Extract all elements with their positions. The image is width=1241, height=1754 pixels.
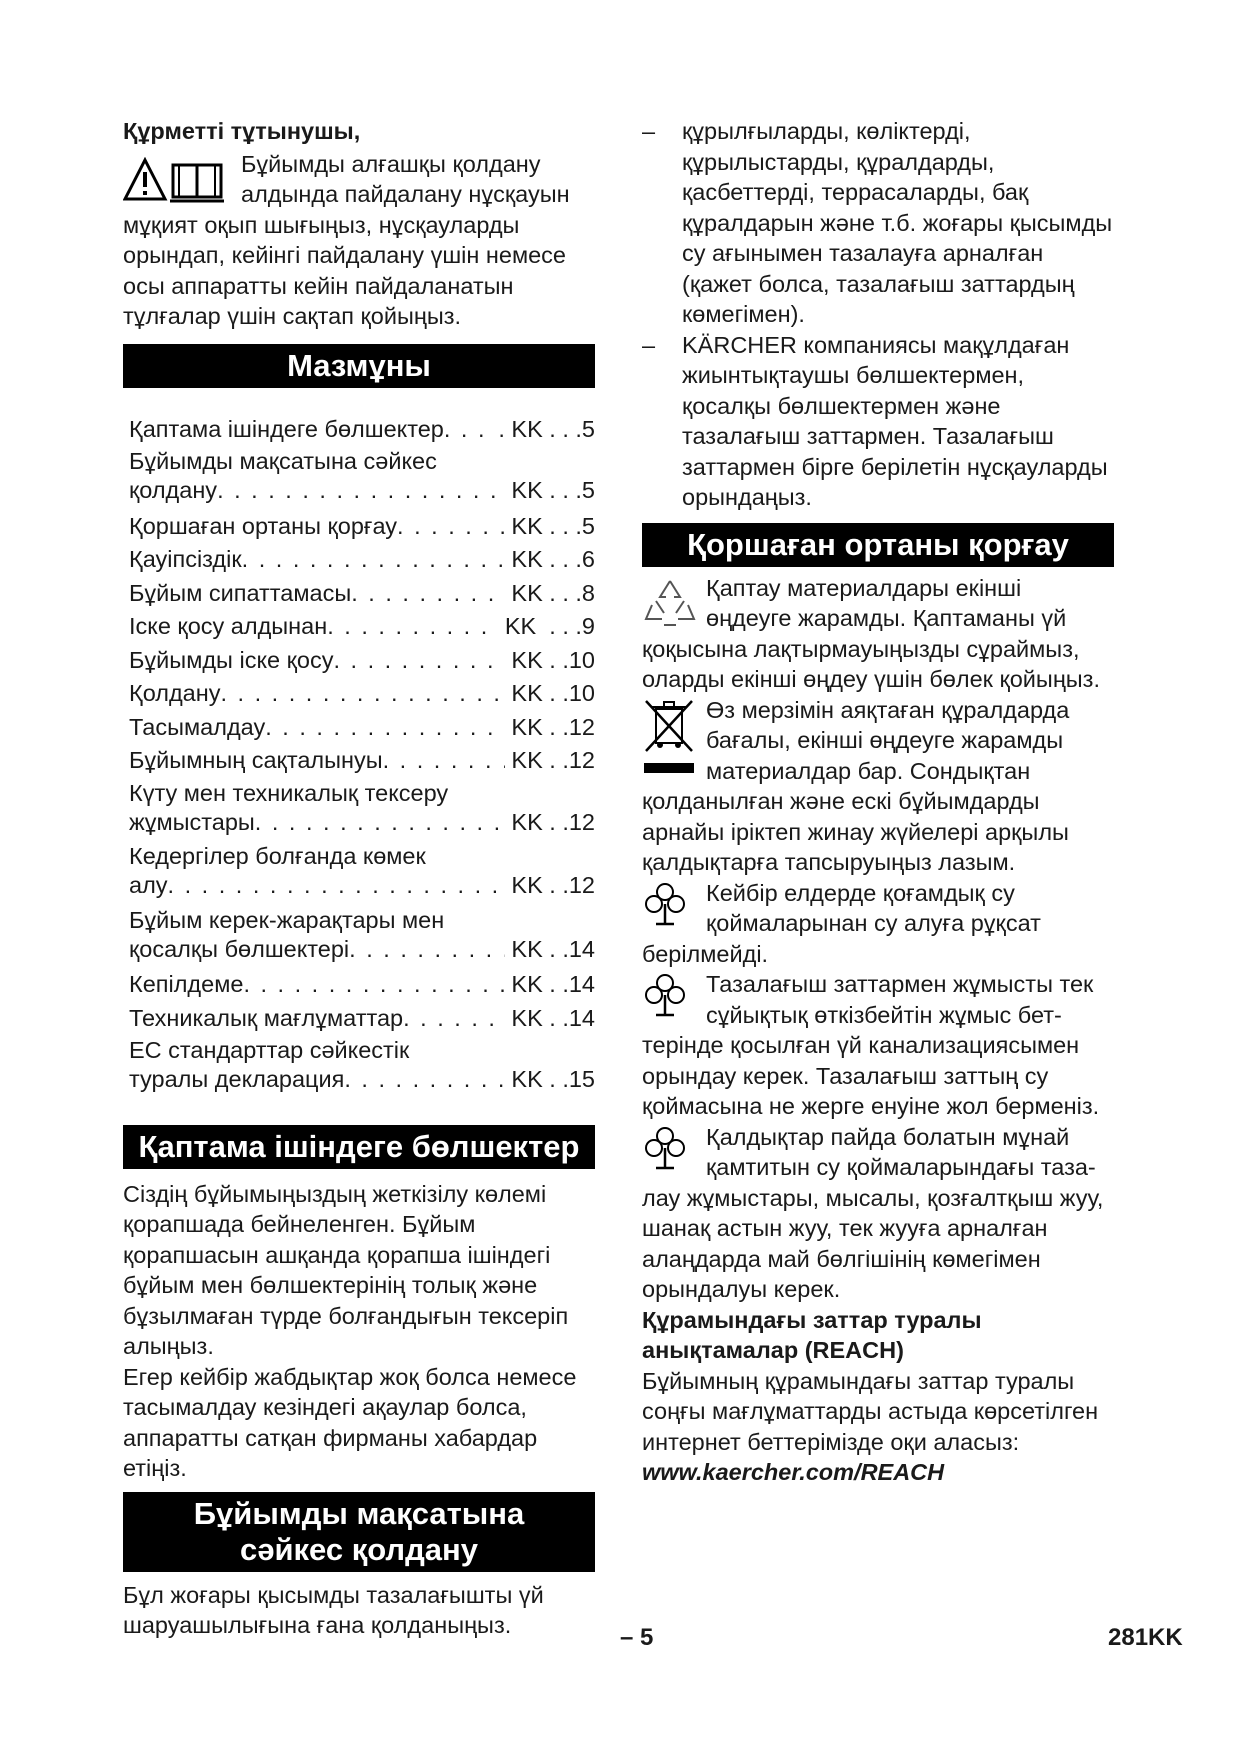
toc-leader-dots (327, 611, 498, 642)
usage-heading-line-2: сәйкес қолдану (240, 1531, 478, 1567)
recycle-line-2: өңдеуге жарамды. Қаптаманы үй (706, 605, 1067, 631)
toc-entry[interactable] (129, 645, 595, 676)
toc-leader-dots (265, 712, 505, 743)
water3-rest: лау жұмыстары, мысалы, қозғалтқыш жуу, шанақ астын жуу, тек жууға арналған алаңдарда май бөлгішінің көмегімен орындалуы керек. (642, 1184, 1104, 1302)
toc-leader-dots (403, 1003, 505, 1034)
water2-rest: терінде қосылған үй канализациясымен орындау керек. Тазалағыш заттың су қоймасына не жерге енуіне жол берменіз. (642, 1032, 1100, 1119)
toc-leader-dots (333, 645, 504, 676)
list-item-text-2: KÄRCHER компаниясы мақұлдаған жиынтықтаушы бөлшектермен, қосалқы бөлшектермен және тазалағыш заттармен. Тазалағыш заттармен бірге берілетін нұсқауларды орындаңыз. (682, 331, 1108, 510)
toc-entry[interactable] (129, 578, 595, 609)
toc-entry-page: KK . .14 (504, 1004, 595, 1031)
greeting: Құрметті тұтынушы, (123, 118, 361, 144)
toc-entry-page: . KK . . .5 (491, 415, 595, 442)
crossed-bin-icon (642, 697, 696, 791)
document-code: 281KK (1108, 1624, 1183, 1651)
toc-entry-title: Бұйымды іске қосу (129, 646, 334, 673)
weee-line-3: материалдар бар. Сондықтан (706, 757, 1031, 784)
toc-entry-title-cont: туралы декларация (129, 1066, 345, 1092)
toc-entry-page: KK . . .9 (498, 613, 595, 639)
toc-entry-page: KK . .12 (504, 872, 595, 898)
water2-line-1: Тазалағыш заттармен жұмысты тек (706, 971, 1094, 997)
water3-line-1: Қалдықтар пайда болатын мұнай (706, 1123, 1070, 1150)
toc-entry-page: KK . .12 (504, 808, 595, 835)
toc-entry-title: Бұйымның сақталынуы (129, 747, 383, 773)
left-column (123, 116, 595, 1641)
reach-heading: Құрамындағы заттар туралы анықтамалар (REACH) (642, 1306, 982, 1363)
toc-entry-title: Қолдану (129, 680, 221, 706)
page-number: – 5 (620, 1624, 654, 1651)
weee-rest: қолданылған және ескі бұйымдарды арнайы іріктеп жинау жүйелері арқылы қалдықтарға тапсыруыңыз лазым. (642, 788, 1069, 875)
package-paragraph-1: Сіздің бұйымыңыздың жеткізілу көлемі қорапшада бейнеленген. Бұйым қорапшасын ашқанда қорапша ішіндегі бұйым мен бөлшектерінің толық және бұзылмаған түрде болғандығын тексеріп алыңыз. (123, 1180, 569, 1359)
toc-entry-page: KK . .10 (504, 646, 595, 673)
environment-tree-icon (642, 1124, 688, 1180)
weee-line-1: Өз мерзімін аяқтаған құралдарда (706, 696, 1070, 723)
toc-leader-dots (217, 475, 505, 506)
list-item (642, 116, 1114, 330)
recycle-icon (642, 575, 698, 639)
right-column (642, 116, 1114, 1488)
toc-entry-title: Техникалық мағлұматтар (129, 1004, 404, 1031)
toc-heading: Мазмұны (123, 344, 595, 388)
toc-leader-dots (383, 745, 505, 776)
toc-entry-title-cont: алу (129, 872, 168, 898)
toc-entry-page: KK . .12 (504, 713, 595, 740)
usage-heading-line-1: Бұйымды мақсатына (193, 1495, 525, 1531)
toc-leader-dots (351, 578, 505, 609)
recycle-rest: қоқысына лақтырмауыңызды сұраймыз, оларды екінші өңдеу үшін бөлек қойыңыз. (642, 635, 1100, 692)
toc-entry-page: KK . .14 (504, 935, 595, 962)
water-note-1 (642, 878, 1114, 970)
list-dash: – (642, 331, 656, 358)
water-note-3 (642, 1122, 1114, 1305)
toc-entry-title: Бұйымды мақсатына сәйкес (129, 448, 437, 474)
toc-leader-dots (243, 969, 504, 1000)
toc-entry-title: Іске қосу алдынан (129, 613, 328, 639)
warning-manual-icon (123, 157, 229, 211)
package-heading: Қаптама ішіндеге бөлшектер (123, 1125, 595, 1169)
toc-entry[interactable] (129, 1003, 595, 1034)
intro-line-2: алдында пайдалану нұсқауын (241, 181, 570, 207)
water-note-2 (642, 969, 1114, 1122)
weee-block (642, 695, 1114, 878)
water1-line-1: Кейбір елдерде қоғамдық су (706, 879, 1015, 906)
toc-leader-dots (444, 414, 492, 445)
environment-tree-icon (642, 971, 688, 1027)
toc-entry[interactable] (129, 544, 595, 575)
toc-entry[interactable] (129, 842, 595, 901)
recycle-block (642, 573, 1114, 695)
toc-entry-page: KK . .14 (504, 971, 595, 997)
toc-entry-page: KK . . .8 (504, 579, 595, 606)
usage-paragraph: Бұл жоғары қысымды тазалағышты үй шаруашылығына ғана қолданыңыз. (123, 1581, 544, 1638)
toc-entry[interactable] (129, 678, 595, 709)
toc-entry-title-cont: қолдану (129, 477, 218, 503)
toc-entry-title-cont: жұмыстары (129, 808, 255, 835)
water1-line-2: қоймаларынан су алуға рұқсат (706, 910, 1041, 936)
intro-rest: мұқият оқып шығыңыз, нұсқауларды орындап, кейінгі пайдалану үшін немесе осы аппаратты кейін пайдаланатын тұлғалар үшін сақтап қойыңыз. (123, 211, 567, 329)
toc-entry-page: KK . .10 (504, 680, 595, 706)
water2-line-2: сұйықтық өткізбейтін жұмыс бет- (706, 1001, 1062, 1028)
toc-entry-page: KK . . .5 (504, 477, 595, 503)
package-paragraph-2: Егер кейбір жабдықтар жоқ болса немесе тасымалдау кезіндегі ақаулар болса, аппаратты сатқан фирманы хабардар етіңіз. (123, 1363, 577, 1481)
toc-entry[interactable] (129, 511, 595, 542)
toc-leader-dots (255, 807, 505, 838)
toc-entry-title: Кепілдеме (129, 971, 244, 997)
list-item-text-1: құрылғыларды, көліктерді, құрылыстарды, құралдарды, қасбеттерді, террасаларды, бақ құралдарын және т.б. жоғары қысымды су ағынымен тазалауға арналған (қажет болса, тазалағыш заттардың көмегімен). (682, 118, 1113, 327)
toc-entry-page: KK . . .6 (504, 546, 595, 572)
toc-leader-dots (397, 511, 505, 542)
toc-entry-title: Қауіпсіздік (129, 546, 242, 572)
list-dash: – (642, 118, 656, 144)
table-of-contents (129, 414, 595, 1095)
toc-entry[interactable] (129, 414, 595, 445)
toc-entry-page: KK . .15 (504, 1066, 595, 1092)
toc-entry[interactable] (129, 447, 595, 506)
toc-leader-dots (349, 934, 505, 965)
toc-leader-dots (344, 1064, 505, 1095)
toc-leader-dots (242, 544, 505, 575)
toc-entry-title: Күту мен техникалық тексеру (129, 779, 449, 806)
toc-entry[interactable] (129, 611, 595, 642)
environment-tree-icon (642, 880, 688, 936)
intro-block (123, 149, 595, 332)
toc-entry-title: ЕС стандарттар сәйкестік (129, 1037, 410, 1063)
toc-leader-dots (168, 870, 505, 901)
toc-entry[interactable] (129, 969, 595, 1000)
list-item (642, 330, 1114, 513)
usage-heading (123, 1492, 595, 1572)
reach-paragraph: Бұйымның құрамындағы заттар туралы соңғы мағлұматтарды астыда көрсетілген интернет беттерімізде оқи аласыз: (642, 1367, 1099, 1455)
water1-rest: берілмейді. (642, 940, 769, 967)
toc-entry-title: Кедергілер болғанда көмек (129, 843, 426, 869)
reach-link[interactable]: www.kaercher.com/REACH (642, 1459, 945, 1485)
water3-line-2: қамтитын су қоймаларындағы таза- (706, 1154, 1096, 1180)
toc-entry[interactable] (129, 1036, 595, 1095)
toc-entry[interactable] (129, 745, 595, 776)
toc-entry-title: Бұйым керек-жарақтары мен (129, 906, 445, 933)
toc-entry-title: Тасымалдау (129, 713, 266, 740)
toc-entry[interactable] (129, 712, 595, 743)
toc-entry-title: Бұйым сипаттамасы (129, 579, 352, 606)
toc-entry-title-cont: қосалқы бөлшектері (129, 935, 350, 962)
toc-entry-title: Қоршаған ортаны қорғау (129, 512, 398, 539)
toc-entry[interactable] (129, 906, 595, 965)
recycle-line-1: Қаптау материалдары екінші (706, 574, 1022, 601)
toc-entry-title: Қаптама ішіндеге бөлшектер (129, 415, 444, 442)
toc-entry-page: KK . .12 (504, 747, 595, 773)
toc-entry-page: KK . . .5 (504, 512, 595, 539)
environment-heading: Қоршаған ортаны қорғау (642, 523, 1114, 567)
intro-line-1: Бұйымды алғашқы қолдану (241, 150, 541, 177)
weee-line-2: бағалы, екінші өңдеуге жарамды (706, 727, 1064, 753)
toc-entry[interactable] (129, 779, 595, 838)
toc-leader-dots (220, 678, 504, 709)
